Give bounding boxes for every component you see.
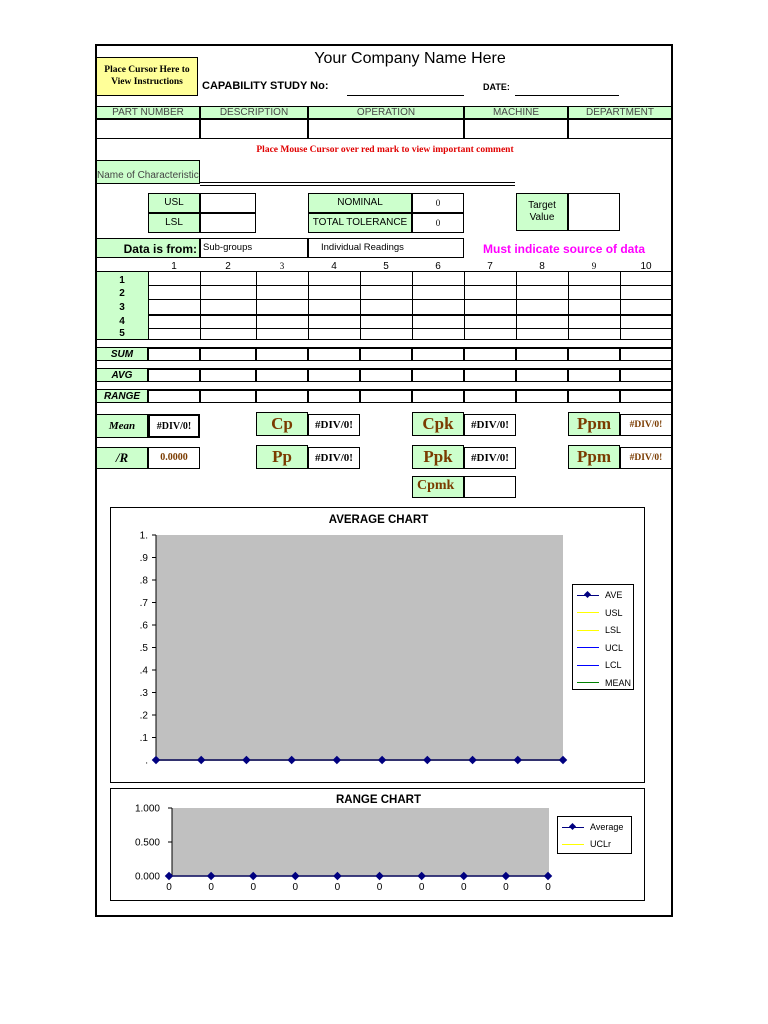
average-chart-y-tick-label: .8 bbox=[139, 575, 148, 587]
average-chart-y-tick-label: .3 bbox=[139, 688, 148, 699]
legend-label: LCL bbox=[605, 660, 622, 670]
avg-label: AVG bbox=[96, 368, 148, 382]
avg-cell-1 bbox=[148, 368, 200, 382]
average-chart-point bbox=[197, 756, 205, 764]
average-legend-item bbox=[577, 607, 623, 619]
average-chart-point bbox=[514, 756, 522, 764]
avg-cell-4 bbox=[308, 368, 360, 382]
column-number-3: 3 bbox=[279, 261, 285, 271]
operation-header: OPERATION bbox=[308, 106, 464, 119]
legend-swatch bbox=[562, 827, 584, 828]
column-number-5: 5 bbox=[383, 261, 389, 272]
ppm-value-1: #DIV/0! bbox=[620, 414, 672, 436]
cpmk-label: Cpmk bbox=[412, 476, 464, 498]
range-chart-x-tick-label: 0 bbox=[250, 882, 257, 893]
range-cell-10 bbox=[620, 389, 672, 403]
characteristic-field[interactable] bbox=[200, 182, 515, 183]
avg-cell-3 bbox=[256, 368, 308, 382]
legend-marker bbox=[569, 822, 576, 829]
range-chart-point bbox=[333, 872, 341, 880]
range-legend-item bbox=[562, 821, 623, 833]
average-chart-legend bbox=[572, 584, 634, 690]
avg-cell-2 bbox=[200, 368, 256, 382]
cpmk-value bbox=[464, 476, 516, 498]
readings-grid bbox=[96, 271, 672, 340]
average-chart-point bbox=[378, 756, 386, 764]
company-name: Your Company Name Here bbox=[314, 50, 506, 67]
range-chart-y-tick-label: 1.000 bbox=[134, 803, 160, 815]
average-chart-point bbox=[333, 756, 341, 764]
machine-input[interactable] bbox=[464, 119, 568, 139]
date-field[interactable] bbox=[515, 95, 619, 96]
legend-label: Average bbox=[590, 822, 624, 832]
average-chart-y-tick-label: .4 bbox=[139, 665, 148, 677]
sum-cell-9 bbox=[568, 347, 620, 361]
department-input[interactable] bbox=[568, 119, 672, 139]
range-chart-title: RANGE CHART bbox=[336, 794, 421, 806]
range-chart-point bbox=[502, 872, 510, 880]
column-number-9: 9 bbox=[591, 261, 597, 271]
capability-study-label: CAPABILITY STUDY No: bbox=[202, 80, 329, 92]
ppm-label-2: Ppm bbox=[568, 445, 620, 469]
row-label-2: 2 bbox=[119, 288, 125, 299]
nominal-value: 0 bbox=[412, 193, 464, 213]
avg-cell-9 bbox=[568, 368, 620, 382]
average-chart bbox=[110, 507, 645, 783]
avg-cell-7 bbox=[464, 368, 516, 382]
avg-cell-5 bbox=[360, 368, 412, 382]
readings-grid-lines bbox=[96, 271, 672, 340]
legend-label: UCLr bbox=[590, 839, 612, 849]
capability-study-field[interactable] bbox=[347, 95, 464, 96]
date-label: DATE: bbox=[483, 82, 510, 92]
range-cell-7 bbox=[464, 389, 516, 403]
range-chart-x-tick-label: 0 bbox=[460, 882, 467, 893]
mean-value: #DIV/0! bbox=[148, 414, 200, 438]
target-value-input[interactable] bbox=[568, 193, 620, 231]
column-number-10: 10 bbox=[640, 261, 652, 272]
sum-cell-4 bbox=[308, 347, 360, 361]
average-chart-y-tick-label: .2 bbox=[139, 710, 148, 722]
sum-cell-10 bbox=[620, 347, 672, 361]
range-chart-x-tick-label: 0 bbox=[208, 882, 214, 893]
range-cell-4 bbox=[308, 389, 360, 403]
sum-cell-3 bbox=[256, 347, 308, 361]
sum-cell-1 bbox=[148, 347, 200, 361]
range-chart-x-tick-label: 0 bbox=[334, 882, 341, 893]
range-chart-y-tick-label: 0.500 bbox=[134, 837, 160, 849]
usl-label: USL bbox=[148, 193, 200, 213]
range-chart-point bbox=[544, 872, 552, 880]
average-legend-item bbox=[577, 624, 621, 636]
data-source-label: Data is from: bbox=[96, 238, 200, 258]
average-chart-point bbox=[152, 756, 160, 764]
individual-readings-option[interactable]: Individual Readings bbox=[308, 238, 464, 258]
legend-swatch bbox=[562, 844, 584, 845]
avg-cell-8 bbox=[516, 368, 568, 382]
range-chart-x-tick-label: 0 bbox=[503, 882, 509, 893]
average-chart-point bbox=[242, 756, 250, 764]
legend-swatch bbox=[577, 630, 599, 631]
average-chart-y-tick-label: 1. bbox=[139, 530, 148, 542]
characteristic-underline bbox=[200, 185, 515, 186]
machine-header: MACHINE bbox=[464, 106, 568, 119]
legend-swatch bbox=[577, 682, 599, 683]
column-number-2: 2 bbox=[225, 261, 231, 272]
description-input[interactable] bbox=[200, 119, 308, 139]
legend-label: LSL bbox=[605, 625, 622, 635]
operation-input[interactable] bbox=[308, 119, 464, 139]
sum-cell-2 bbox=[200, 347, 256, 361]
column-number-8: 8 bbox=[539, 261, 545, 272]
average-legend-item bbox=[577, 589, 622, 601]
ppm-value-2: #DIV/0! bbox=[620, 447, 672, 469]
range-chart bbox=[110, 788, 645, 901]
sum-cell-5 bbox=[360, 347, 412, 361]
important-comment-note: Place Mouse Cursor over red mark to view important comment bbox=[256, 145, 514, 155]
range-chart-y-tick-label: 0.000 bbox=[134, 871, 160, 883]
range-chart-point bbox=[460, 872, 468, 880]
cpk-value: #DIV/0! bbox=[464, 414, 516, 436]
nominal-label: NOMINAL bbox=[308, 193, 412, 213]
range-chart-x-tick-label: 0 bbox=[376, 882, 383, 893]
range-cell-9 bbox=[568, 389, 620, 403]
average-legend-item bbox=[577, 642, 623, 654]
range-chart-point bbox=[249, 872, 257, 880]
average-chart-point bbox=[423, 756, 431, 764]
average-legend-item bbox=[577, 677, 631, 689]
range-chart-point bbox=[207, 872, 215, 880]
average-chart-y-tick-label: .9 bbox=[139, 553, 148, 564]
column-number-7: 7 bbox=[487, 261, 493, 272]
target-value-label: Target Value bbox=[516, 193, 568, 231]
range-label: RANGE bbox=[96, 389, 148, 403]
ppk-value: #DIV/0! bbox=[464, 447, 516, 469]
sum-cell-6 bbox=[412, 347, 464, 361]
average-chart-y-tick-label: . bbox=[145, 755, 148, 767]
usl-input[interactable] bbox=[200, 193, 256, 213]
sum-cell-8 bbox=[516, 347, 568, 361]
cpk-label: Cpk bbox=[412, 412, 464, 436]
part-number-header: PART NUMBER bbox=[96, 106, 200, 119]
description-header: DESCRIPTION bbox=[200, 106, 308, 119]
mean-label: Mean bbox=[96, 414, 148, 438]
total-tolerance-value: 0 bbox=[412, 213, 464, 233]
row-label-3: 3 bbox=[119, 302, 125, 313]
row-label-5: 5 bbox=[119, 328, 125, 339]
range-cell-2 bbox=[200, 389, 256, 403]
range-chart-point bbox=[417, 872, 425, 880]
legend-swatch bbox=[577, 595, 599, 596]
legend-label: AVE bbox=[605, 590, 623, 600]
range-cell-5 bbox=[360, 389, 412, 403]
avg-cell-6 bbox=[412, 368, 464, 382]
pp-label: Pp bbox=[256, 445, 308, 469]
total-tolerance-label: TOTAL TOLERANCE bbox=[308, 213, 412, 233]
range-cell-8 bbox=[516, 389, 568, 403]
range-chart-legend bbox=[557, 816, 632, 854]
sum-label: SUM bbox=[96, 347, 148, 361]
cp-value: #DIV/0! bbox=[308, 414, 360, 436]
r-value: 0.0000 bbox=[148, 447, 200, 469]
r-label: /R bbox=[96, 447, 148, 469]
characteristic-label: Name of Characteristic bbox=[96, 160, 200, 184]
average-chart-point bbox=[559, 756, 567, 764]
lsl-label: LSL bbox=[148, 213, 200, 233]
range-chart-x-tick-label: 0 bbox=[545, 882, 551, 893]
subgroups-option[interactable]: Sub-groups bbox=[200, 238, 308, 258]
legend-marker bbox=[584, 590, 591, 597]
range-chart-x-tick-label: 0 bbox=[292, 882, 299, 893]
column-number-4: 4 bbox=[331, 261, 337, 272]
range-chart-point bbox=[291, 872, 299, 880]
row-label-4: 4 bbox=[119, 316, 125, 327]
column-number-6: 6 bbox=[435, 261, 441, 272]
average-chart-title: AVERAGE CHART bbox=[328, 514, 429, 526]
average-chart-y-tick-label: .7 bbox=[139, 598, 148, 609]
average-chart-y-tick-label: .5 bbox=[139, 643, 148, 654]
range-cell-6 bbox=[412, 389, 464, 403]
average-chart-point bbox=[468, 756, 476, 764]
part-number-input[interactable] bbox=[96, 119, 200, 139]
legend-label: UCL bbox=[605, 642, 624, 653]
legend-swatch bbox=[577, 647, 599, 648]
department-header: DEPARTMENT bbox=[568, 106, 672, 119]
pp-value: #DIV/0! bbox=[308, 447, 360, 469]
legend-label: MEAN bbox=[605, 677, 632, 688]
avg-cell-10 bbox=[620, 368, 672, 382]
lsl-input[interactable] bbox=[200, 213, 256, 233]
sum-cell-7 bbox=[464, 347, 516, 361]
average-chart-y-tick-label: .6 bbox=[139, 620, 148, 632]
legend-label: USL bbox=[605, 607, 623, 618]
ppk-label: Ppk bbox=[412, 445, 464, 469]
cp-label: Cp bbox=[256, 412, 308, 436]
ppm-label-1: Ppm bbox=[568, 412, 620, 436]
range-legend-item bbox=[562, 838, 611, 850]
column-number-1: 1 bbox=[171, 261, 177, 272]
range-chart-point bbox=[375, 872, 383, 880]
source-warning: Must indicate source of data bbox=[483, 242, 646, 256]
average-chart-point bbox=[287, 756, 295, 764]
legend-swatch bbox=[577, 612, 599, 613]
range-chart-x-tick-label: 0 bbox=[166, 882, 172, 893]
average-chart-y-tick-label: .1 bbox=[139, 733, 148, 744]
range-cell-3 bbox=[256, 389, 308, 403]
row-label-1: 1 bbox=[119, 275, 125, 286]
range-chart-x-tick-label: 0 bbox=[418, 882, 425, 893]
average-chart-series bbox=[111, 508, 646, 784]
instructions-note[interactable]: Place Cursor Here to View Instructions bbox=[96, 57, 198, 96]
range-cell-1 bbox=[148, 389, 200, 403]
average-legend-item bbox=[577, 659, 622, 671]
legend-swatch bbox=[577, 665, 599, 666]
